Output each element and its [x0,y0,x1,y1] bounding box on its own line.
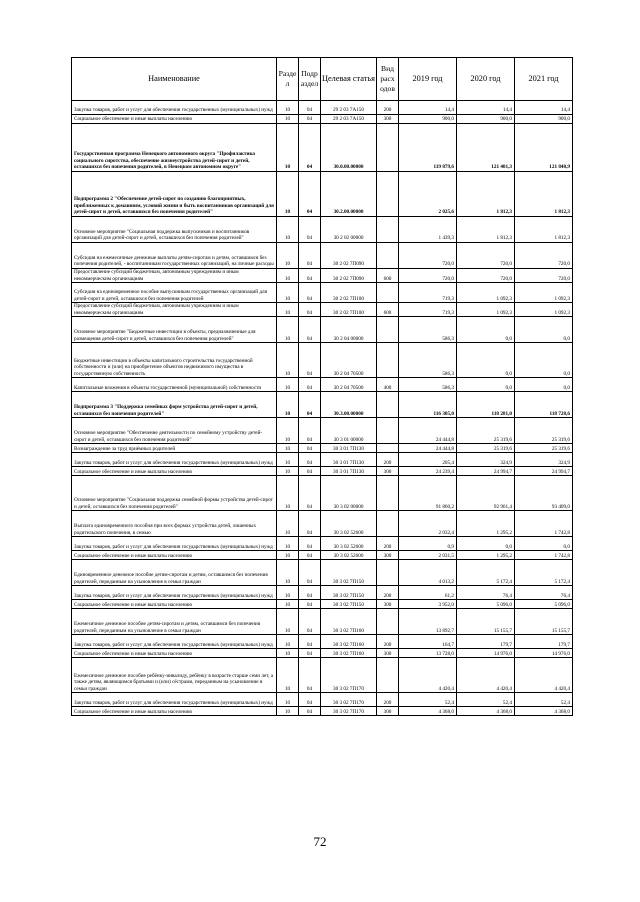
cell-2020: 24 994,7 [457,467,515,476]
table-row [72,392,573,418]
cell-target: 30 3 02 52600 [321,537,377,551]
cell-2019: 14,4 [399,101,457,115]
cell-name: Подпрограмма 2 "Обеспечение детей-сирот по созданию благоприятных, приближенных к домашним, условий жизни и быть воспитанников организаций для детей-сирот и детей, оставшихся без попечения родителей" [72,172,277,217]
table-row [72,101,573,115]
cell-razdel: 10 [277,378,299,392]
cell-podrazdel: 04 [299,217,321,243]
table-row [72,444,573,453]
cell-2020: 179,7 [457,635,515,649]
cell-name: Выплата единовременного пособия при всех формах устройства детей, лишенных родительского попечения, в семью [72,511,277,537]
cell-vid [377,217,399,243]
cell-2021: 1 812,3 [515,217,573,243]
cell-podrazdel: 04 [299,269,321,283]
cell-2020: 720,0 [457,243,515,269]
cell-2021: 14 976,0 [515,649,573,658]
cell-target: 30 2 02 7П100 [321,303,377,317]
cell-target: 30 3 02 7П160 [321,635,377,649]
table-row [72,243,573,269]
cell-vid: 400 [377,378,399,392]
cell-2021: 179,7 [515,635,573,649]
cell-2020: 121 401,3 [457,124,515,172]
cell-razdel: 10 [277,609,299,635]
cell-2019: 164,7 [399,635,457,649]
cell-podrazdel: 04 [299,303,321,317]
cell-2021: 900,0 [515,115,573,124]
cell-target: 29 2 03 7А150 [321,115,377,124]
cell-podrazdel: 04 [299,658,321,693]
cell-target: 30 3 01 7П130 [321,467,377,476]
cell-name: Ежемесячное денежное пособие ребёнку-инвалиду, ребёнку в возрасте старше семи лет, а также детям, являющимся братьями и (или) сёстрами, переданным на усыновление в семьи граждан [72,658,277,693]
cell-2019: 2 025,6 [399,172,457,217]
header-2020: 2020 год [457,58,515,101]
cell-razdel: 10 [277,243,299,269]
table-row [72,453,573,467]
table-row [72,476,573,511]
cell-2019: 719,3 [399,303,457,317]
cell-2021: 1 092,3 [515,283,573,303]
table-body [72,101,573,716]
table-row [72,283,573,303]
cell-2021: 14,4 [515,101,573,115]
cell-2020: 324,9 [457,453,515,467]
cell-razdel: 10 [277,707,299,716]
cell-podrazdel: 04 [299,537,321,551]
cell-2020: 76,4 [457,586,515,600]
cell-2020: 92 961,4 [457,476,515,511]
cell-2020: 0,0 [457,343,515,378]
cell-name: Закупка товаров, работ и услуг для обеспечения государственных (муниципальных) нужд [72,693,277,707]
cell-2019: 720,0 [399,269,457,283]
cell-name: Социальное обеспечение и иные выплаты населению [72,467,277,476]
cell-2021: 4 368,0 [515,707,573,716]
table-row [72,124,573,172]
cell-vid [377,283,399,303]
cell-2021: 1 092,3 [515,303,573,317]
cell-target: 30 2 02 7П090 [321,243,377,269]
cell-target: 30 3 02 00000 [321,476,377,511]
page-number: 72 [313,834,327,849]
header-2019: 2019 год [399,58,457,101]
cell-2020: 0,0 [457,378,515,392]
cell-podrazdel: 04 [299,317,321,343]
cell-2020: 5 172,4 [457,560,515,586]
cell-vid: 600 [377,303,399,317]
cell-vid: 300 [377,707,399,716]
cell-name: Вознаграждение за труд приёмных родителей [72,444,277,453]
cell-vid [377,476,399,511]
table-row [72,693,573,707]
cell-2019: 4 013,2 [399,560,457,586]
cell-name: Основное мероприятие "Бюджетные инвестиции в объекты, предназначенные для размещения детей-сирот и детей, оставшихся без попечения родителей" [72,317,277,343]
cell-name: Ежемесячное денежное пособие детям-сиротам и детям, оставшимся без попечения родителей, переданным на усыновление в семьи граждан [72,609,277,635]
cell-2021: 720,0 [515,269,573,283]
cell-vid: 200 [377,586,399,600]
cell-2019: 3 952,0 [399,600,457,609]
table-row [72,609,573,635]
table-row [72,560,573,586]
cell-target: 30 2 04 70500 [321,343,377,378]
cell-target: 30 3 02 7П170 [321,658,377,693]
cell-2020: 118 281,0 [457,392,515,418]
cell-2021: 0,0 [515,317,573,343]
cell-target: 30 2 02 7П090 [321,269,377,283]
cell-vid: 200 [377,635,399,649]
cell-2020: 720,0 [457,269,515,283]
table-row [72,467,573,476]
cell-2021: 52,4 [515,693,573,707]
cell-name: Закупка товаров, работ и услуг для обеспечения государственных (муниципальных) нужд [72,453,277,467]
cell-target: 30 3 01 7П130 [321,444,377,453]
cell-name: Социальное обеспечение и иные выплаты населению [72,600,277,609]
cell-2021: 4 420,4 [515,658,573,693]
cell-target: 30 3 01 00000 [321,418,377,444]
cell-target: 30 3 02 7П170 [321,707,377,716]
cell-podrazdel: 04 [299,243,321,269]
table-row [72,303,573,317]
cell-podrazdel: 04 [299,693,321,707]
cell-razdel: 10 [277,649,299,658]
table-row [72,172,573,217]
cell-razdel: 10 [277,537,299,551]
cell-name: Подпрограмма 3 "Поддержка семейных форм устройства детей-сирот и детей, оставшихся без попечения родителей" [72,392,277,418]
cell-2020: 1 092,3 [457,283,515,303]
cell-2021: 25 319,6 [515,444,573,453]
cell-podrazdel: 04 [299,476,321,511]
cell-2020: 25 319,6 [457,418,515,444]
cell-razdel: 10 [277,269,299,283]
cell-2019: 586,3 [399,343,457,378]
cell-2020: 1 092,3 [457,303,515,317]
cell-vid [377,172,399,217]
cell-vid: 300 [377,115,399,124]
header-name: Наименование [72,58,277,101]
cell-2019: 719,3 [399,283,457,303]
table-row [72,378,573,392]
cell-name: Предоставление субсидий бюджетным, автономным учреждениям и иным некоммерческим организациям [72,303,277,317]
cell-name: Закупка товаров, работ и услуг для обеспечения государственных (муниципальных) нужд [72,537,277,551]
cell-2021: 324,9 [515,453,573,467]
cell-2021: 121 848,9 [515,124,573,172]
cell-razdel: 10 [277,217,299,243]
cell-razdel: 10 [277,303,299,317]
cell-name: Социальное обеспечение и иные выплаты населению [72,707,277,716]
table-row [72,269,573,283]
table-row [72,115,573,124]
cell-2019: 116 305,0 [399,392,457,418]
cell-target: 30 3 02 7П160 [321,609,377,635]
cell-vid [377,124,399,172]
cell-razdel: 10 [277,343,299,378]
cell-2021: 5 172,4 [515,560,573,586]
table-row [72,418,573,444]
cell-razdel: 10 [277,172,299,217]
cell-2020: 14,4 [457,101,515,115]
cell-name: Социальное обеспечение и иные выплаты населению [72,649,277,658]
cell-name: Субсидия на ежемесячные денежные выплаты детям-сиротам и детям, оставшимся без попечения родителей, - воспитанникам государственных организаций, на личные расходы [72,243,277,269]
cell-target: 30 3 02 52600 [321,551,377,560]
cell-2021: 76,4 [515,586,573,600]
cell-name: Предоставление субсидий бюджетным, автономным учреждениям и иным некоммерческим организациям [72,269,277,283]
cell-name: Закупка товаров, работ и услуг для обеспечения государственных (муниципальных) нужд [72,586,277,600]
budget-table-sheet [71,57,572,716]
cell-2019: 2 032,4 [399,511,457,537]
cell-name: Единовременное денежное пособие детям-сиротам и детям, оставшимся без попечения родителей, переданным на усыновление в семьи граждан [72,560,277,586]
cell-2020: 25 319,6 [457,444,515,453]
cell-name: Закупка товаров, работ и услуг для обеспечения государственных (муниципальных) нужд [72,635,277,649]
cell-2021: 118 728,6 [515,392,573,418]
cell-razdel: 10 [277,560,299,586]
cell-name: Основное мероприятие "Обеспечение деятельности по семейному устройству детей-сирот и детей, оставшихся без попечения родителей" [72,418,277,444]
header-2021: 2021 год [515,58,573,101]
cell-razdel: 10 [277,551,299,560]
table-row [72,343,573,378]
cell-2019: 13 892,7 [399,609,457,635]
header-vid: Вид расх одов [377,58,399,101]
cell-razdel: 10 [277,444,299,453]
cell-2019: 91 860,2 [399,476,457,511]
cell-target: 30 2 02 7П100 [321,283,377,303]
cell-podrazdel: 04 [299,635,321,649]
cell-2021: 1 742,8 [515,551,573,560]
cell-vid [377,560,399,586]
cell-podrazdel: 04 [299,124,321,172]
cell-2021: 25 319,6 [515,418,573,444]
table-row [72,586,573,600]
cell-target: 30.2.00.00000 [321,172,377,217]
cell-target: 30 3 02 7П170 [321,693,377,707]
cell-2020: 1 295,2 [457,511,515,537]
cell-podrazdel: 04 [299,453,321,467]
table-row [72,511,573,537]
cell-razdel: 10 [277,453,299,467]
cell-vid: 200 [377,537,399,551]
cell-2019: 0,9 [399,537,457,551]
cell-2019: 24 239,4 [399,467,457,476]
cell-2020: 4 420,4 [457,658,515,693]
cell-name: Бюджетные инвестиции в объекты капитального строительства государственной собственности и (или) на приобретение объектов недвижимого имущества в государственную собственность [72,343,277,378]
cell-2020: 900,0 [457,115,515,124]
cell-2021: 93 409,0 [515,476,573,511]
cell-razdel: 10 [277,392,299,418]
cell-name: Социальное обеспечение и иные выплаты населению [72,115,277,124]
cell-2019: 586,3 [399,317,457,343]
cell-vid: 300 [377,649,399,658]
cell-2021: 720,0 [515,243,573,269]
cell-razdel: 10 [277,600,299,609]
cell-podrazdel: 04 [299,649,321,658]
cell-razdel: 10 [277,658,299,693]
cell-2021: 1 812,3 [515,172,573,217]
cell-vid: 600 [377,269,399,283]
cell-vid [377,243,399,269]
cell-2019: 1 439,3 [399,217,457,243]
table-row [72,317,573,343]
cell-vid [377,343,399,378]
cell-target: 30.3.00.00000 [321,392,377,418]
cell-vid: 200 [377,693,399,707]
cell-podrazdel: 04 [299,418,321,444]
cell-2021: 24 994,7 [515,467,573,476]
cell-podrazdel: 04 [299,343,321,378]
cell-vid: 200 [377,101,399,115]
cell-razdel: 10 [277,476,299,511]
cell-podrazdel: 04 [299,600,321,609]
cell-2020: 1 295,2 [457,551,515,560]
cell-2019: 119 879,6 [399,124,457,172]
cell-2019: 2 031,5 [399,551,457,560]
cell-2020: 14 976,0 [457,649,515,658]
cell-name: Капитальные вложения в объекты государственной (муниципальной) собственности [72,378,277,392]
cell-2020: 1 812,3 [457,172,515,217]
table-row [72,707,573,716]
table-row [72,600,573,609]
cell-2021: 15 155,7 [515,609,573,635]
cell-2019: 24 444,8 [399,418,457,444]
cell-2020: 1 812,3 [457,217,515,243]
cell-podrazdel: 04 [299,172,321,217]
cell-vid: 300 [377,467,399,476]
cell-razdel: 10 [277,317,299,343]
cell-vid [377,511,399,537]
cell-name: Субсидия на единовременное пособие выпускникам государственных организаций для детей-сирот и детей, оставшихся без попечения родителей [72,283,277,303]
cell-podrazdel: 04 [299,560,321,586]
cell-podrazdel: 04 [299,551,321,560]
cell-2019: 4 420,4 [399,658,457,693]
cell-name: Основное мероприятие "Социальная поддержка семейной формы устройства детей-сирот и детей, оставшихся без попечения родителей" [72,476,277,511]
table-row [72,217,573,243]
header-target: Целевая статья [321,58,377,101]
cell-razdel: 10 [277,115,299,124]
cell-name: Государственная программа Ненецкого автономного округа "Профилактика социального сиротства, обеспечение жизнеустройства детей-сирот и детей, оставшихся без попечения родителей, в Ненецком автономном округе" [72,124,277,172]
cell-vid: 200 [377,453,399,467]
table-row [72,537,573,551]
cell-vid [377,418,399,444]
cell-razdel: 10 [277,693,299,707]
cell-2021: 5 096,0 [515,600,573,609]
cell-podrazdel: 04 [299,378,321,392]
cell-2021: 0,0 [515,378,573,392]
cell-razdel: 10 [277,101,299,115]
cell-target: 30 3 02 52600 [321,511,377,537]
cell-target: 30 2 04 70500 [321,378,377,392]
cell-target: 30 3 01 7П130 [321,453,377,467]
cell-podrazdel: 04 [299,115,321,124]
cell-vid [377,317,399,343]
table-header-row [72,58,573,101]
cell-2020: 15 155,7 [457,609,515,635]
cell-2021: 0,0 [515,343,573,378]
cell-vid [377,444,399,453]
cell-name: Социальное обеспечение и иные выплаты населению [72,551,277,560]
cell-2020: 4 368,0 [457,707,515,716]
cell-2019: 13 728,0 [399,649,457,658]
cell-podrazdel: 04 [299,511,321,537]
cell-razdel: 10 [277,283,299,303]
cell-2021: 1 742,8 [515,511,573,537]
cell-vid: 300 [377,551,399,560]
cell-2020: 52,4 [457,693,515,707]
cell-2019: 900,0 [399,115,457,124]
cell-target: 30.0.00.00000 [321,124,377,172]
cell-vid [377,392,399,418]
cell-2019: 720,0 [399,243,457,269]
table-row [72,551,573,560]
table-row [72,635,573,649]
cell-target: 30 3 02 7П160 [321,649,377,658]
cell-2019: 52,4 [399,693,457,707]
cell-target: 30 2 02 00000 [321,217,377,243]
cell-target: 30 3 02 7П150 [321,586,377,600]
cell-podrazdel: 04 [299,609,321,635]
cell-razdel: 10 [277,635,299,649]
cell-2020: 5 096,0 [457,600,515,609]
table-row [72,658,573,693]
cell-target: 30 3 02 7П150 [321,600,377,609]
cell-target: 30 3 02 7П150 [321,560,377,586]
cell-2019: 586,3 [399,378,457,392]
cell-vid [377,609,399,635]
header-podrazdel: Подр аздел [299,58,321,101]
cell-2019: 61,2 [399,586,457,600]
cell-razdel: 10 [277,418,299,444]
cell-podrazdel: 04 [299,283,321,303]
cell-vid: 300 [377,600,399,609]
cell-podrazdel: 04 [299,707,321,716]
cell-podrazdel: 04 [299,467,321,476]
header-razdel: Разде л [277,58,299,101]
cell-target: 30 2 04 00000 [321,317,377,343]
cell-podrazdel: 04 [299,392,321,418]
cell-name: Закупка товаров, работ и услуг для обеспечения государственных (муниципальных) нужд [72,101,277,115]
cell-vid [377,658,399,693]
cell-name: Основное мероприятие "Социальная поддержка выпускников и воспитанников организаций для детей-сирот и детей, оставшихся без попечения родителей" [72,217,277,243]
cell-razdel: 10 [277,467,299,476]
cell-podrazdel: 04 [299,586,321,600]
cell-2020: 0,0 [457,317,515,343]
cell-podrazdel: 04 [299,444,321,453]
cell-razdel: 10 [277,511,299,537]
cell-podrazdel: 04 [299,101,321,115]
cell-2020: 0,0 [457,537,515,551]
cell-razdel: 10 [277,124,299,172]
cell-2019: 24 444,8 [399,444,457,453]
cell-2019: 4 368,0 [399,707,457,716]
cell-2021: 0,0 [515,537,573,551]
cell-razdel: 10 [277,586,299,600]
table-row [72,649,573,658]
cell-2019: 205,4 [399,453,457,467]
budget-table [71,57,573,716]
cell-target: 29 2 03 7А150 [321,101,377,115]
